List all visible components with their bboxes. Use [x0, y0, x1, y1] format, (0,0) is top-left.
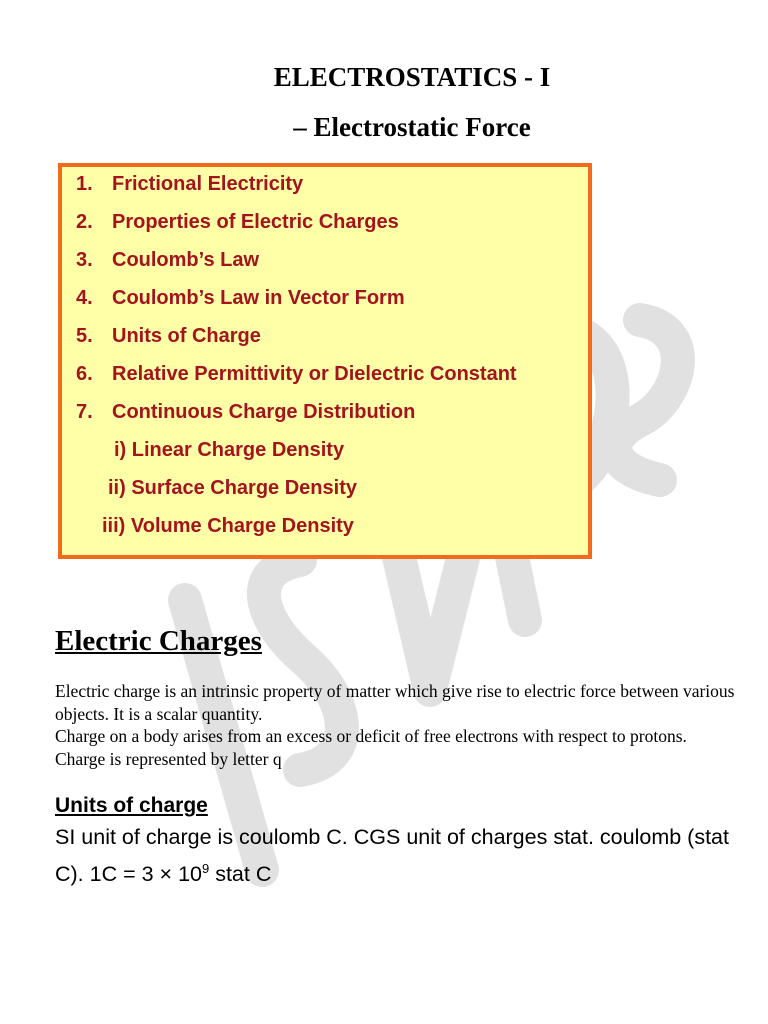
- topic-item: 2. Properties of Electric Charges: [76, 211, 399, 233]
- subtopic-item: ii) Surface Charge Density: [108, 477, 357, 499]
- topics-box: [58, 163, 592, 559]
- definition-text: Electric charge is an intrinsic property of matter which give rise to electric force between various objects. It is a scalar quantity.: [55, 681, 735, 724]
- topic-item: 7. Continuous Charge Distribution: [76, 401, 416, 423]
- symbol-text: Charge is represented by letter q: [55, 748, 282, 769]
- topic-item: 5. Units of Charge: [76, 325, 261, 347]
- subtopic-item: iii) Volume Charge Density: [102, 515, 354, 537]
- topic-item: 3. Coulomb’s Law: [76, 249, 260, 271]
- topic-item: 4. Coulomb’s Law in Vector Form: [76, 287, 405, 309]
- page-subtitle: – Electrostatic Force: [293, 112, 531, 142]
- units-text: SI unit of charge is coulomb C. CGS unit of charges stat. coulomb (stat C). $1C = 3 \times 10^9$ stat C: [55, 825, 729, 887]
- electric-charges-heading: Electric Charges: [55, 625, 262, 657]
- topic-item: 1. Frictional Electricity: [76, 173, 304, 195]
- page-title: ELECTROSTATICS - I: [273, 62, 551, 92]
- origin-text: Charge on a body arises from an excess or deficit of free electrons with respect to protons.: [55, 726, 687, 746]
- units-heading: Units of charge: [55, 794, 208, 817]
- subtopic-item: i) Linear Charge Density: [114, 439, 345, 461]
- exponent: 9: [202, 861, 210, 876]
- topic-item: 6. Relative Permittivity or Dielectric Constant: [76, 363, 517, 385]
- electric-charges-body: [55, 680, 765, 770]
